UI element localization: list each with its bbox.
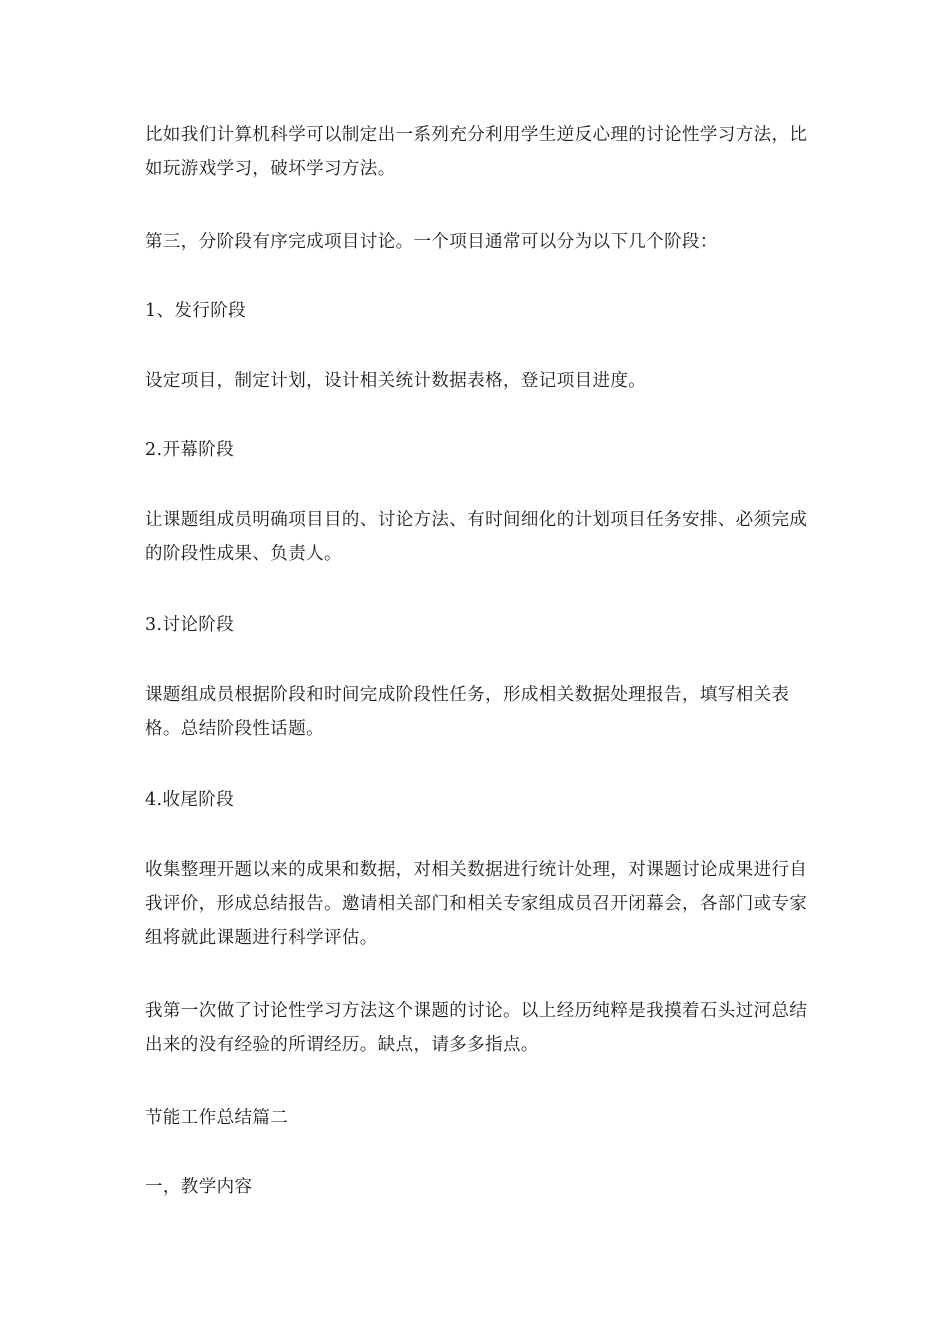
paragraph-7: 我第一次做了讨论性学习方法这个课题的讨论。以上经历纯粹是我摸着石头过河总结出来的没有经验的所谓经历。缺点，请多多指点。 <box>145 1001 808 1055</box>
paragraph-3: 设定项目，制定计划，设计相关统计数据表格，登记项目进度。 <box>145 371 647 391</box>
article-title: 节能工作总结篇二 <box>145 1108 289 1128</box>
paragraph-1: 比如我们计算机科学可以制定出一系列充分利用学生逆反心理的讨论性学习方法，比如玩游戏学习，破坏学习方法。 <box>145 125 808 179</box>
section-heading-closing: 4.收尾阶段 <box>145 790 235 810</box>
section-heading-opening: 2.开幕阶段 <box>145 440 235 460</box>
section-heading-teaching-content: 一，教学内容 <box>145 1177 253 1197</box>
paragraph-4: 让课题组成员明确项目目的、讨论方法、有时间细化的计划项目任务安排、必须完成的阶段性成果、负责人。 <box>145 510 808 564</box>
section-heading-discussion: 3.讨论阶段 <box>145 615 235 635</box>
paragraph-5: 课题组成员根据阶段和时间完成阶段性任务，形成相关数据处理报告，填写相关表格。总结阶段性话题。 <box>145 685 790 739</box>
paragraph-6: 收集整理开题以来的成果和数据，对相关数据进行统计处理，对课题讨论成果进行自我评价，形成总结报告。邀请相关部门和相关专家组成员召开闭幕会，各部门或专家组将就此课题进行科学评估。 <box>145 860 808 948</box>
paragraph-2: 第三，分阶段有序完成项目讨论。一个项目通常可以分为以下几个阶段： <box>145 232 718 252</box>
section-heading-issue: 1、发行阶段 <box>145 301 247 321</box>
